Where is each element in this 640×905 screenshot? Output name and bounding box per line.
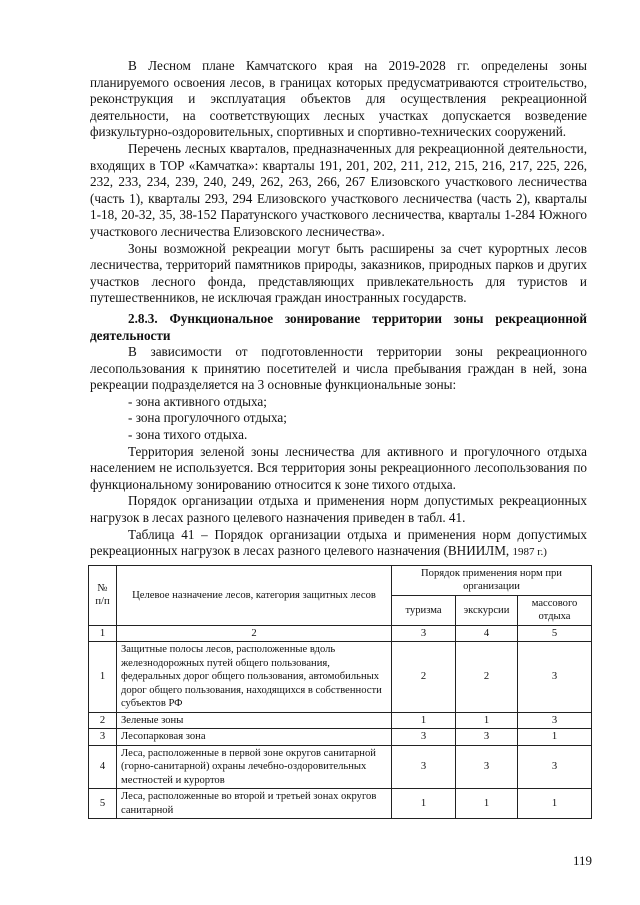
header-order: Порядок применения норм при организации [392,565,592,595]
table-caption [90,527,587,561]
table-colnum-row [89,625,592,642]
table-row [89,642,592,713]
paragraph-recreation-expansion: Зоны возможной рекреации могут быть расширены за счет курортных лесов лесничества, территорий памятников природы, заказников, природных парков и других участков лесного фонда, представляющих привлекательность для туристов и путешественников, не исключая граждан иностранных государств. [90,240,587,306]
table-row [89,789,592,819]
row-mass-rest: 1 [518,789,592,819]
row-tourism: 1 [392,712,456,729]
colnum: 1 [89,625,117,642]
row-num: 5 [89,789,117,819]
table-row [89,745,592,789]
paragraph-table-reference: Порядок организации отдыха и применения норм допустимых рекреационных нагрузок в лесах разного целевого назначения приведен в табл. 41. [90,493,587,526]
row-excursions: 3 [456,745,518,789]
paragraph-zoning-intro: В зависимости от подготовленности территории зоны рекреационного лесопользования к принятию посетителей и числа пребывания граждан в ней, зона рекреации подразделяется на 3 основные функциональные зоны: [90,344,587,393]
list-item: - зона тихого отдыха. [128,427,248,443]
paragraph-quarters-list: Перечень лесных кварталов, предназначенных для рекреационной деятельности, входящих в ТОР «Камчатка»: кварталы 191, 201, 202, 211, 212, 215, 216, 217, 225, 226, 232, 233, 234, 239, 240, 249, 262, 263, 266, 267 Елизовского участкового лесничества (часть 1), кварталы 293, 294 Елизовского участкового лесничества (часть 2), кварталы 1-18, 20-32, 35, 38-152 Паратунского участкового лесничества, кварталы 1-284 Южного участкового лесничества Елизовского лесничества». [90,140,587,239]
table-caption-year: 1987 г.) [512,546,547,559]
row-tourism: 3 [392,745,456,789]
row-num: 1 [89,642,117,713]
row-mass-rest: 1 [518,729,592,746]
document-page [90,58,587,819]
header-tourism: туризма [392,595,456,625]
zone-list [90,394,587,444]
colnum: 4 [456,625,518,642]
colnum: 5 [518,625,592,642]
row-num: 3 [89,729,117,746]
row-mass-rest: 3 [518,712,592,729]
row-tourism: 2 [392,642,456,713]
row-num: 4 [89,745,117,789]
recreation-load-table [88,565,592,820]
colnum: 2 [117,625,392,642]
table-header-row [89,565,592,595]
row-tourism: 3 [392,729,456,746]
row-excursions: 3 [456,729,518,746]
table-row [89,729,592,746]
row-purpose: Лесопарковая зона [117,729,392,746]
list-item: - зона активного отдыха; [128,393,267,409]
table-row [89,712,592,729]
row-tourism: 1 [392,789,456,819]
row-mass-rest: 3 [518,642,592,713]
row-excursions: 1 [456,712,518,729]
list-item: - зона прогулочного отдыха; [128,410,287,426]
row-purpose: Зеленые зоны [117,712,392,729]
paragraph-forest-plan: В Лесном плане Камчатского края на 2019-2028 гг. определены зоны планируемого освоения лесов, в границах которых предусматриваются строительство, реконструкция и эксплуатация объектов для осуществления рекреационной деятельности, на соответствующих лесных участках допускается возведение физкультурно-оздоровительных, спортивных и спортивно-технических сооружений. [90,58,587,140]
header-excursions: экскурсии [456,595,518,625]
row-num: 2 [89,712,117,729]
row-mass-rest: 3 [518,745,592,789]
row-purpose: Леса, расположенные в первой зоне округов санитарной (горно-санитарной) охраны лечебно-оздоровительных местностей и курортов [117,745,392,789]
row-purpose: Леса, расположенные во второй и третьей зонах округов санитарной [117,789,392,819]
row-purpose: Защитные полосы лесов, расположенные вдоль железнодорожных путей общего пользования, федеральных дорог общего пользования, автомобильных дорог общего пользования, находящихся в собственности субъектов РФ [117,642,392,713]
page-number: 119 [572,853,592,868]
table-caption-main: Таблица 41 – Порядок организации отдыха и применения норм допустимых рекреационных нагрузок в лесах разного целевого назначения (ВНИИЛМ, [90,526,587,559]
header-purpose: Целевое назначение лесов, категория защитных лесов [117,565,392,625]
section-heading: 2.8.3. Функциональное зонирование территории зоны рекреационной деятельности [90,310,587,343]
row-excursions: 1 [456,789,518,819]
paragraph-green-zone: Территория зеленой зоны лесничества для активного и прогулочного отдыха населением не используется. Вся территория зоны рекреационного лесопользования по функциональному зонированию относится к зоне тихого отдыха. [90,443,587,492]
header-num: № п/п [89,565,117,625]
header-mass-rest: массового отдыха [518,595,592,625]
colnum: 3 [392,625,456,642]
row-excursions: 2 [456,642,518,713]
